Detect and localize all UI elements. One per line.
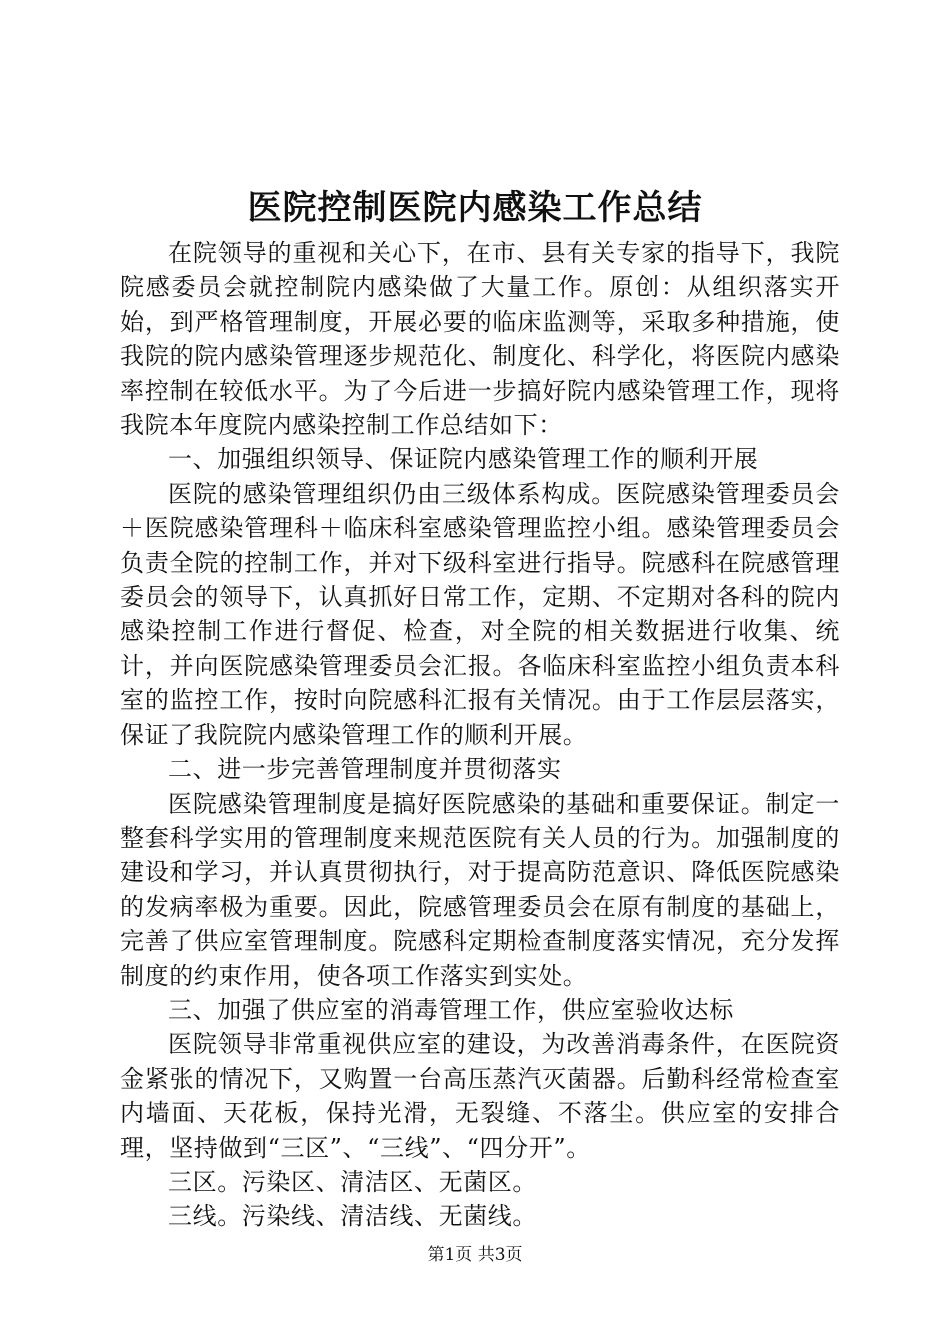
section-heading-3: 三、加强了供应室的消毒管理工作，供应室验收达标	[168, 995, 734, 1024]
page-number-footer: 第1页 共3页	[427, 1245, 523, 1265]
paragraph-three-zones: 三区。污染区、清洁区、无菌区。	[168, 1167, 537, 1196]
paragraph-supply-room: 医院领导非常重视供应室的建设，为改善消毒条件，在医院资金紧张的情况下，又购置一台高压蒸汽灭菌器。后勤科经常检查室内墙面、天花板，保持光滑，无裂缝、不落尘。供应室的安排合理，坚持做到“三区”、“三线”、“四分开”。	[120, 1030, 840, 1162]
paragraph-regulations: 医院感染管理制度是搞好医院感染的基础和重要保证。制定一整套科学实用的管理制度来规范医院有关人员的行为。加强制度的建设和学习，并认真贯彻执行，对于提高防范意识、降低医院感染的发病率极为重要。因此，院感管理委员会在原有制度的基础上，完善了供应室管理制度。院感科定期检查制度落实情况，充分发挥制度的约束作用，使各项工作落实到实处。	[120, 789, 840, 990]
section-heading-1: 一、加强组织领导、保证院内感染管理工作的顺利开展	[168, 445, 759, 474]
document-body	[120, 236, 840, 1234]
paragraph-three-lines: 三线。污染线、清洁线、无菌线。	[168, 1202, 537, 1231]
paragraph-organization: 医院的感染管理组织仍由三级体系构成。医院感染管理委员会＋医院感染管理科＋临床科室感染管理监控小组。感染管理委员会负责全院的控制工作，并对下级科室进行指导。院感科在院感管理委员会的领导下，认真抓好日常工作，定期、不定期对各科的院内感染控制工作进行督促、检查，对全院的相关数据进行收集、统计，并向医院感染管理委员会汇报。各临床科室监控小组负责本科室的监控工作，按时向院感科汇报有关情况。由于工作层层落实，保证了我院院内感染管理工作的顺利开展。	[120, 479, 840, 749]
paragraph-intro: 在院领导的重视和关心下，在市、县有关专家的指导下，我院院感委员会就控制院内感染做了大量工作。原创：从组织落实开始，到严格管理制度，开展必要的临床监测等，采取多种措施，使我院的院内感染管理逐步规范化、制度化、科学化，将医院内感染率控制在较低水平。为了今后进一步搞好院内感染管理工作，现将我院本年度院内感染控制工作总结如下：	[120, 239, 840, 440]
document-title: 医院控制医院内感染工作总结	[247, 188, 703, 228]
section-heading-2: 二、进一步完善管理制度并贯彻落实	[168, 755, 562, 784]
